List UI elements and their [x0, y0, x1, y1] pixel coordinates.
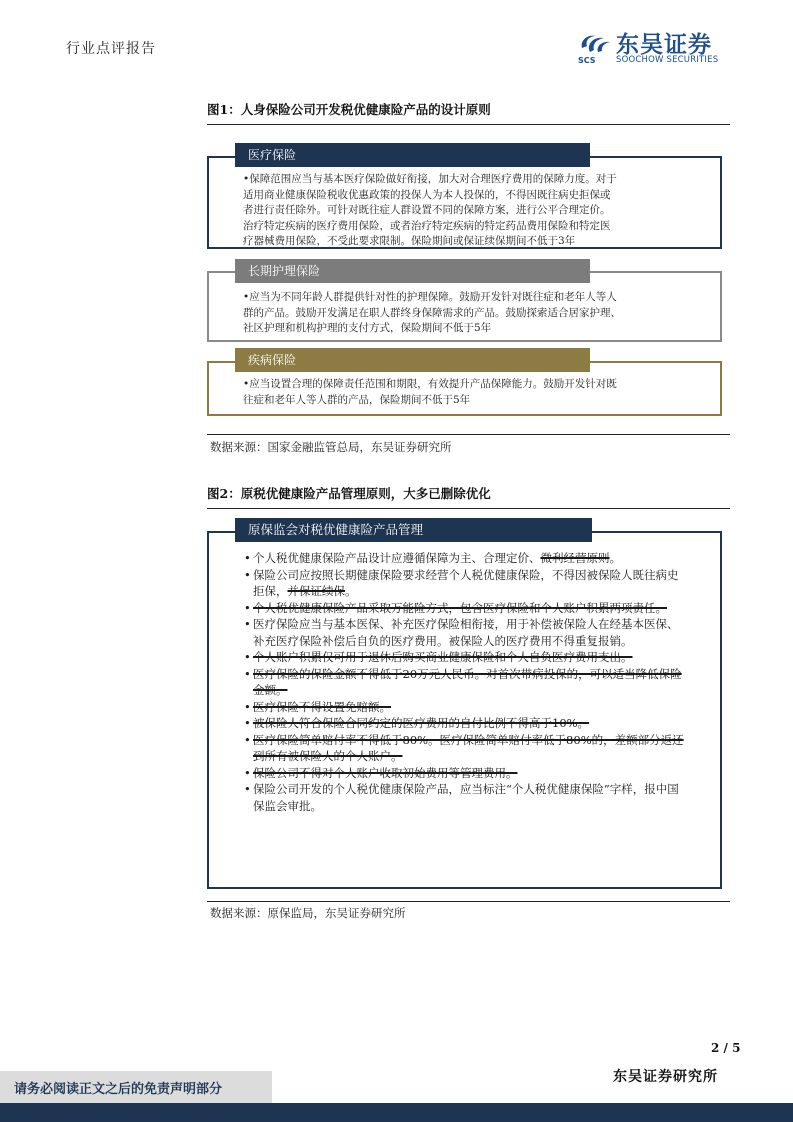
- deleted-clause-text: 被保险人符合保险合同约定的医疗费用的自付比例不得高于10%。: [253, 716, 590, 730]
- deleted-clause-text: 个人账户积累仅可用于退休后购买商业健康保险和个人自负医疗费用支出。: [253, 650, 633, 664]
- disclaimer-banner: [0, 1071, 272, 1103]
- bullet-icon: •: [244, 666, 251, 681]
- clause-text: 个人税优健康保险产品设计应遵循保障为主、合理定价、: [253, 551, 541, 565]
- regulation-list-item: [244, 616, 684, 649]
- bullet-icon: •: [244, 765, 251, 780]
- bullet-icon: •: [244, 782, 251, 796]
- report-type-title: 行业点评报告: [66, 41, 156, 57]
- regulation-list-item: [244, 765, 684, 782]
- regulation-list-item: [244, 699, 684, 716]
- clause-text: 保险公司开发的个人税优健康保险产品，应当标注“个人税优健康保险”字样，报中国保监会审批。: [253, 782, 679, 813]
- page-number: 2 / 5: [711, 1041, 741, 1055]
- bullet-icon: •: [244, 567, 251, 582]
- footer-bar: [0, 1103, 793, 1122]
- regulation-box-header: 原保监会对税优健康险产品管理: [235, 518, 592, 542]
- medical-insurance-header: 医疗保险: [235, 143, 590, 167]
- clause-text: 。: [609, 551, 621, 565]
- deleted-clause-text: 保险公司不得对个人账户收取初始费用等管理费用。: [253, 765, 518, 780]
- clause-text: 医疗保险应当与基本医保、补充医疗保险相衔接，用于补偿被保险人在经基本医保、补充医疗保险补偿后自负的医疗费用。被保险人的医疗费用不得重复报销。: [253, 617, 679, 648]
- figure2-source: 数据来源：原保监局，东吴证券研究所: [210, 906, 406, 920]
- figure1-divider: [207, 434, 730, 435]
- deleted-clause-text: 微利经营原则: [540, 551, 610, 565]
- logo-english-name: SOOCHOW SECURITIES: [616, 55, 719, 65]
- clause-text: 保险公司应按照长期健康保险要求经营个人税优健康保险，不得因被保险人既往病史拒保，: [253, 567, 679, 598]
- clause-text: 。: [345, 584, 357, 598]
- company-logo: [578, 30, 738, 66]
- deleted-clause-text: 医疗保险简单赔付率不得低于80%。医疗保险简单赔付率低于80%的，差额部分返还到所有被保险人的个人账户。: [253, 732, 684, 763]
- bullet-icon: •: [244, 732, 251, 747]
- regulation-list-item: [244, 715, 684, 732]
- long-term-care-text: •应当为不同年龄人群提供针对性的护理保障。鼓励开发针对既往症和老年人等人 群的产品。鼓励开发满足在职人群终身保障需求的产品。鼓励探索适合居家护理、 社区护理和机构护理的支付方式，保险期间不低于5年: [243, 291, 621, 334]
- regulation-list-item: [244, 567, 684, 600]
- bullet-icon: •: [244, 600, 251, 615]
- figure1-title: 图1：人身保险公司开发税优健康险产品的设计原则: [207, 100, 730, 125]
- logo-chinese-name: 东吴证券: [616, 32, 712, 58]
- bullet-icon: •: [244, 650, 251, 664]
- regulation-list-item: [244, 781, 684, 814]
- deleted-clause-text: 并保证续保: [287, 584, 345, 598]
- disclaimer-text: 请务必阅读正文之后的免责声明部分: [14, 1082, 223, 1097]
- disease-insurance-header: 疾病保险: [235, 348, 590, 372]
- regulation-list-item: [244, 550, 684, 567]
- regulation-list-item: [244, 732, 684, 765]
- deleted-clause-text: 医疗保险不得设置免赔额。: [253, 699, 391, 714]
- bullet-icon: •: [244, 699, 251, 714]
- bullet-icon: •: [244, 716, 251, 730]
- regulation-list-item: [244, 666, 684, 699]
- regulation-list-item: [244, 649, 684, 666]
- figure1-source: 数据来源：国家金融监管总局，东吴证券研究所: [210, 440, 452, 454]
- figure2-divider: [207, 901, 730, 902]
- medical-insurance-text: •保障范围应当与基本医疗保险做好衔接，加大对合理医疗费用的保障力度。对于 适用商业健康保险税收优惠政策的投保人为本人投保的，不得因既往病史拒保或 者进行责任除外。可针对既往症人群设置不同的保障方案，进行公平合理定价。 治疗特定疾病的医疗费用保险，或者治疗特定疾病的特定药品费用保险和特定医 疗器械费用保险，不受此要求限制。保险期间或保证续保期间不低于3年: [243, 173, 617, 247]
- bullet-icon: •: [244, 551, 251, 565]
- deleted-clause-text: 医疗保险的保险金额不得低于20万元人民币。对首次带病投保的，可以适当降低保险金额。: [253, 666, 682, 697]
- figure2-title: 图2：原税优健康险产品管理原则，大多已删除优化: [207, 484, 730, 509]
- long-term-care-header: 长期护理保险: [235, 259, 590, 283]
- logo-abbreviation: SCS: [578, 56, 596, 65]
- deleted-clause-text: 个人税优健康保险产品采取万能险方式，包含医疗保险和个人账户积累两项责任。: [253, 600, 667, 615]
- soochow-logo-icon: [578, 30, 612, 56]
- footer-institute: 东吴证券研究所: [613, 1069, 718, 1085]
- bullet-icon: •: [244, 617, 251, 631]
- regulation-list-item: [244, 600, 684, 617]
- regulation-list: [244, 550, 684, 814]
- disease-insurance-text: •应当设置合理的保障责任范围和期限，有效提升产品保障能力。鼓励开发针对既 往症和老年人等人群的产品，保险期间不低于5年: [243, 378, 617, 406]
